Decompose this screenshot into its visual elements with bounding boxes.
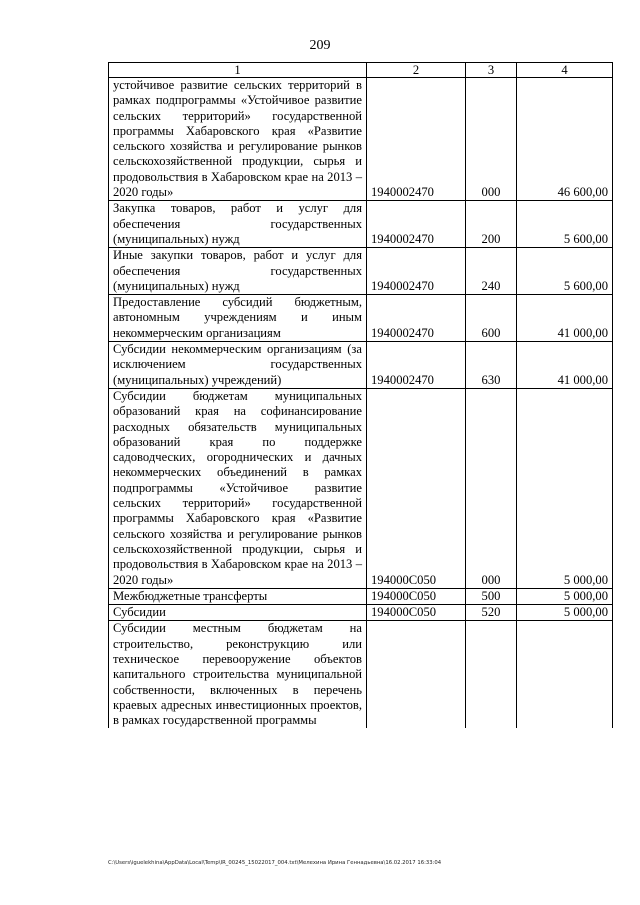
row-amount: 5 600,00 bbox=[517, 248, 613, 295]
row-amount: 5 000,00 bbox=[517, 605, 613, 621]
row-target-code: 1940002470 bbox=[367, 248, 466, 295]
row-description: Субсидии некоммерческим организациям (за исключением государственных (муниципальных) учреждений) bbox=[109, 342, 367, 389]
row-amount: 5 000,00 bbox=[517, 388, 613, 588]
table-row bbox=[109, 621, 613, 729]
file-path-footer: C:\Users\iguelekhina\AppData\Local\Temp\IR_00245_15022017_004.txt\Мелехина Ирина Геннадьевна\16.02.2017 16:33:04 bbox=[108, 860, 442, 866]
row-target-code bbox=[367, 621, 466, 729]
table-row bbox=[109, 588, 613, 604]
column-header-3: 3 bbox=[466, 63, 517, 78]
row-amount: 5 000,00 bbox=[517, 588, 613, 604]
budget-table bbox=[108, 62, 613, 728]
row-amount bbox=[517, 621, 613, 729]
row-description: Закупка товаров, работ и услуг для обеспечения государственных (муниципальных) нужд bbox=[109, 201, 367, 248]
table-row bbox=[109, 342, 613, 389]
row-expense-type bbox=[466, 621, 517, 729]
column-header-1: 1 bbox=[109, 63, 367, 78]
row-amount: 41 000,00 bbox=[517, 342, 613, 389]
table-row bbox=[109, 78, 613, 201]
table-header-row bbox=[109, 63, 613, 78]
column-header-2: 2 bbox=[367, 63, 466, 78]
row-target-code: 1940002470 bbox=[367, 342, 466, 389]
row-description: Межбюджетные трансферты bbox=[109, 588, 367, 604]
row-expense-type: 240 bbox=[466, 248, 517, 295]
row-description: Субсидии местным бюджетам на строительство, реконструкцию или техническое перевооружение объектов капитального строительства муниципальной собственности, включенных в перечень краевых адресных инвестиционных проектов, в рамках государственной программы bbox=[109, 621, 367, 729]
column-header-4: 4 bbox=[517, 63, 613, 78]
row-target-code: 1940002470 bbox=[367, 295, 466, 342]
table-row bbox=[109, 388, 613, 588]
table-row bbox=[109, 201, 613, 248]
row-description: устойчивое развитие сельских территорий в рамках подпрограммы «Устойчивое развитие сельских территорий» государственной программы Хабаровского края «Развитие сельского хозяйства и регулирование рынков сельскохозяйственной продукции, сырья и продовольствия в Хабаровском крае на 2013 – 2020 годы» bbox=[109, 78, 367, 201]
row-amount: 41 000,00 bbox=[517, 295, 613, 342]
row-expense-type: 630 bbox=[466, 342, 517, 389]
row-description: Субсидии bbox=[109, 605, 367, 621]
page-number: 209 bbox=[309, 38, 331, 53]
row-expense-type: 520 bbox=[466, 605, 517, 621]
row-amount: 5 600,00 bbox=[517, 201, 613, 248]
row-target-code: 1940002470 bbox=[367, 201, 466, 248]
row-target-code: 194000С050 bbox=[367, 388, 466, 588]
row-description: Предоставление субсидий бюджетным, автономным учреждениям и иным некоммерческим организациям bbox=[109, 295, 367, 342]
row-description: Иные закупки товаров, работ и услуг для обеспечения государственных (муниципальных) нужд bbox=[109, 248, 367, 295]
table-row bbox=[109, 295, 613, 342]
table-row bbox=[109, 605, 613, 621]
row-expense-type: 600 bbox=[466, 295, 517, 342]
row-description: Субсидии бюджетам муниципальных образований края на софинансирование расходных обязательств муниципальных образований края по поддержке садоводческих, огороднических и дачных некоммерческих объединений в рамках подпрограммы «Устойчивое развитие сельских территорий» государственной программы Хабаровского края «Развитие сельского хозяйства и регулирование рынков сельскохозяйственной продукции, сырья и продовольствия в Хабаровском крае на 2013 – 2020 годы» bbox=[109, 388, 367, 588]
row-amount: 46 600,00 bbox=[517, 78, 613, 201]
table-row bbox=[109, 248, 613, 295]
row-target-code: 194000С050 bbox=[367, 588, 466, 604]
row-target-code: 1940002470 bbox=[367, 78, 466, 201]
row-expense-type: 000 bbox=[466, 78, 517, 201]
row-expense-type: 500 bbox=[466, 588, 517, 604]
row-target-code: 194000С050 bbox=[367, 605, 466, 621]
row-expense-type: 000 bbox=[466, 388, 517, 588]
row-expense-type: 200 bbox=[466, 201, 517, 248]
